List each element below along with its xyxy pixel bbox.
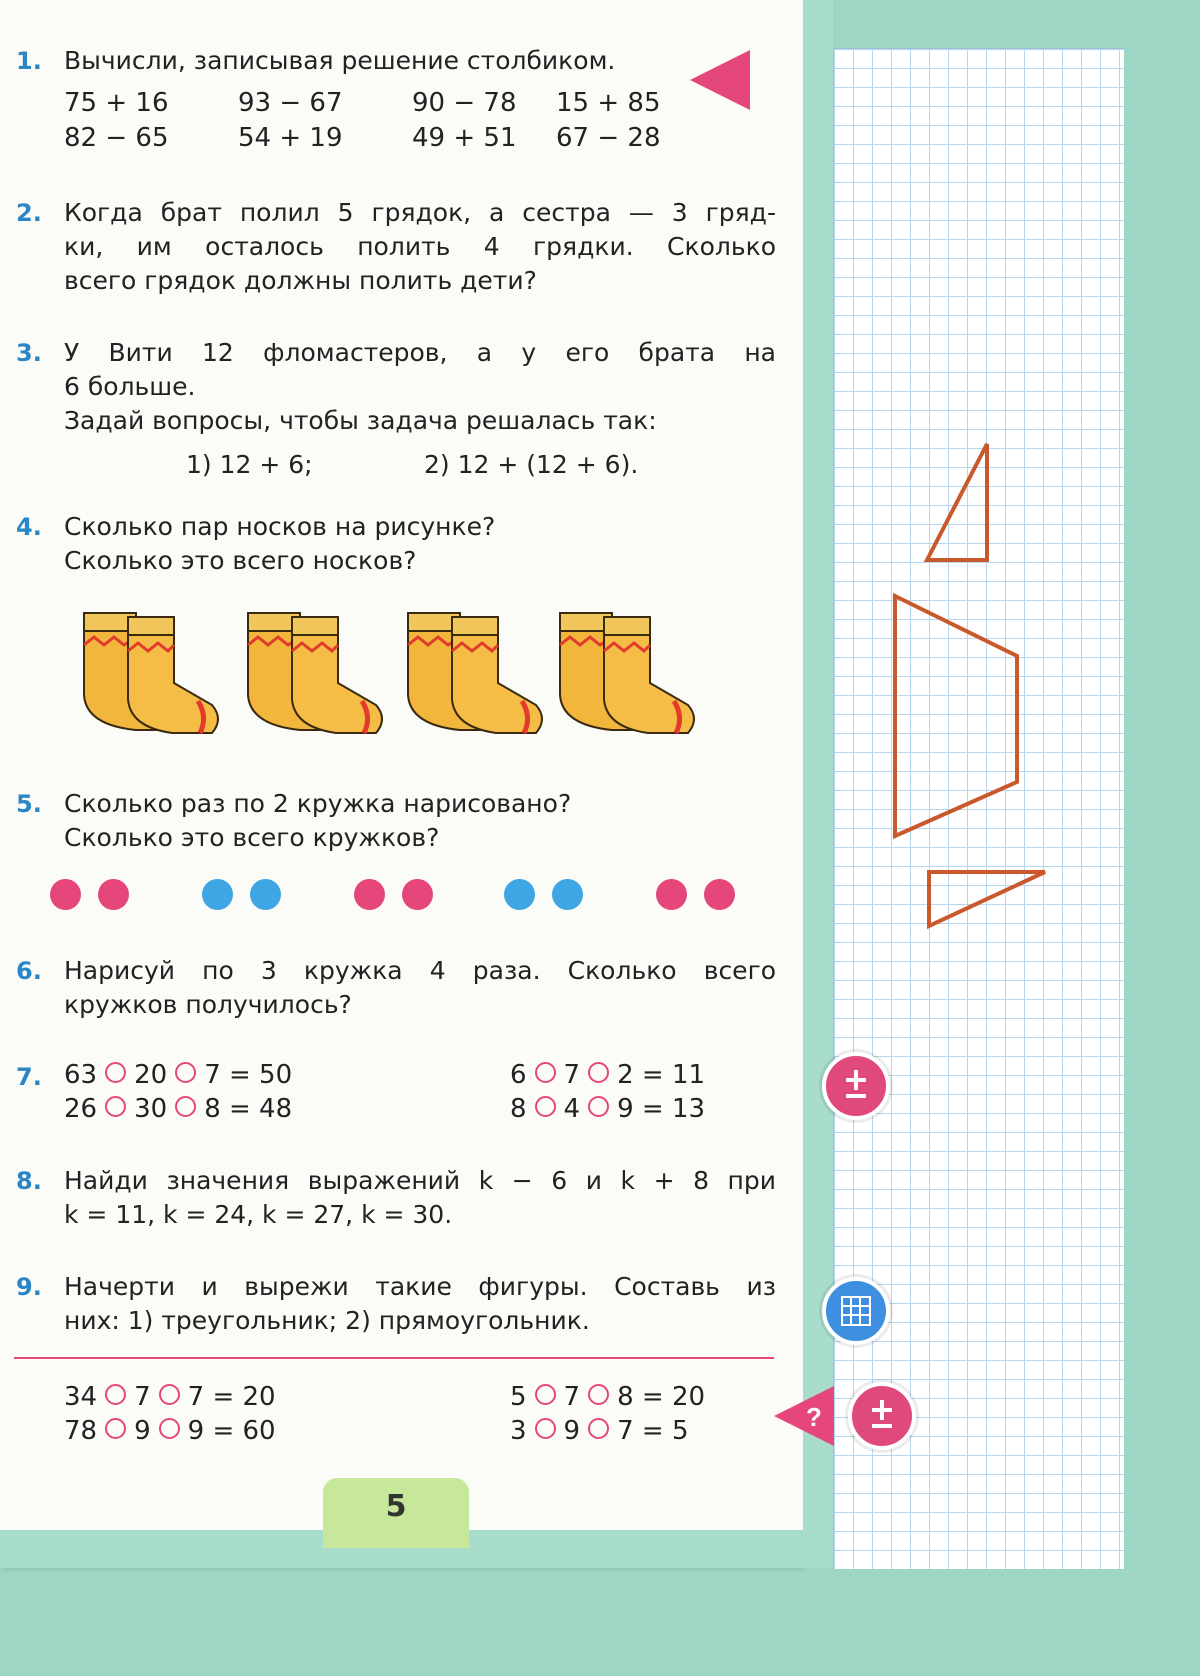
task-text-line: Сколько раз по 2 кружка нарисовано? xyxy=(64,789,572,818)
task-text-line: всего грядок должны полить дети? xyxy=(64,266,537,295)
task-number: 3. xyxy=(16,339,42,367)
task-number: 7. xyxy=(16,1063,42,1091)
task-number: 2. xyxy=(16,199,42,227)
expression: 90 − 78 xyxy=(412,88,517,118)
circle-dot xyxy=(402,879,433,910)
circle-dot xyxy=(704,879,735,910)
option: 1) 12 + 6; xyxy=(186,450,313,479)
task-2 xyxy=(16,196,776,306)
plus-minus-badge xyxy=(848,1382,916,1450)
equation-row xyxy=(64,1416,276,1446)
equation-row xyxy=(64,1382,276,1412)
sign-circle xyxy=(535,1096,556,1117)
operand: 78 xyxy=(64,1416,98,1446)
operand: 30 xyxy=(134,1094,168,1124)
task-text-line: Сколько это всего носков? xyxy=(64,546,417,575)
operand: 5 xyxy=(510,1382,527,1412)
option: 2) 12 + (12 + 6). xyxy=(424,450,639,479)
page-number: 5 xyxy=(385,1489,407,1524)
question-triangle-icon xyxy=(772,1384,836,1448)
expression: 67 − 28 xyxy=(556,123,661,153)
operand: 7 = 50 xyxy=(204,1060,293,1090)
operand: 26 xyxy=(64,1094,98,1124)
cutout-shapes xyxy=(833,420,1073,960)
sock-pair-icon xyxy=(240,605,390,740)
svg-text:?: ? xyxy=(806,1402,822,1432)
sign-circle xyxy=(159,1418,180,1439)
operand: 6 xyxy=(510,1060,527,1090)
equation-row xyxy=(64,1060,292,1090)
grid-icon xyxy=(826,1281,886,1341)
circle-dot xyxy=(50,879,81,910)
operand: 7 = 5 xyxy=(617,1416,689,1446)
expression: 82 − 65 xyxy=(64,123,169,153)
sign-circle xyxy=(105,1384,126,1405)
task-text-line: Начерти и вырежи такие фигуры. Составь из xyxy=(64,1272,776,1301)
operand: 9 xyxy=(134,1416,151,1446)
sock-pair-icon xyxy=(76,605,226,740)
task-text-line: Когда брат полил 5 грядок, а сестра — 3 гряд- xyxy=(64,198,776,227)
operand: 8 xyxy=(510,1094,527,1124)
sign-circle xyxy=(535,1384,556,1405)
operand: 4 xyxy=(563,1094,581,1124)
sign-circle xyxy=(175,1062,196,1083)
sign-circle xyxy=(159,1384,180,1405)
task-number: 1. xyxy=(16,47,42,75)
plus-minus-icon xyxy=(852,1386,912,1446)
expression: 75 + 16 xyxy=(64,88,169,118)
circle-dot xyxy=(250,879,281,910)
task-3 xyxy=(16,336,776,486)
page-number-tab xyxy=(323,1478,469,1548)
task-text: Вычисли, записывая решение столбиком. xyxy=(64,46,616,75)
expression: 15 + 85 xyxy=(556,88,661,118)
sock-pair-icon xyxy=(400,605,550,740)
operand: 63 xyxy=(64,1060,98,1090)
task-text-line: Задай вопросы, чтобы задача решалась так: xyxy=(64,406,657,435)
task-4 xyxy=(16,510,776,582)
sock-pair xyxy=(240,605,390,740)
equation-row xyxy=(64,1094,292,1124)
operand: 8 = 48 xyxy=(204,1094,293,1124)
sign-circle xyxy=(588,1062,609,1083)
expression: 49 + 51 xyxy=(412,123,517,153)
operand: 3 xyxy=(510,1416,527,1446)
task-text-line: кружков получилось? xyxy=(64,990,352,1019)
task-text-line: Найди значения выражений k − 6 и k + 8 при xyxy=(64,1166,776,1195)
circle-dot xyxy=(354,879,385,910)
sock-pair xyxy=(400,605,550,740)
operand: 8 = 20 xyxy=(617,1382,706,1412)
expression: 93 − 67 xyxy=(238,88,343,118)
circle-dot xyxy=(98,879,129,910)
sign-circle xyxy=(105,1062,126,1083)
operand: 2 = 11 xyxy=(617,1060,706,1090)
operand: 9 = 13 xyxy=(617,1094,706,1124)
sign-circle xyxy=(535,1418,556,1439)
right-triangle-shape xyxy=(929,872,1045,926)
task-5 xyxy=(16,787,776,859)
task-number: 5. xyxy=(16,790,42,818)
task-8 xyxy=(16,1164,776,1236)
expression: 54 + 19 xyxy=(238,123,343,153)
circle-dot xyxy=(552,879,583,910)
equation-row xyxy=(510,1382,705,1412)
sock-pair xyxy=(552,605,702,740)
sign-circle xyxy=(588,1096,609,1117)
sign-circle xyxy=(105,1418,126,1439)
operand: 7 xyxy=(563,1060,581,1090)
task-text-line: Сколько это всего кружков? xyxy=(64,823,440,852)
operand: 7 xyxy=(563,1382,581,1412)
trapezoid-shape xyxy=(895,596,1017,836)
task-text-line: 6 больше. xyxy=(64,372,196,401)
task-9 xyxy=(16,1270,776,1342)
triangle-shape xyxy=(927,444,987,560)
equation-row xyxy=(510,1060,705,1090)
operand: 20 xyxy=(134,1060,168,1090)
task-6 xyxy=(16,954,776,1026)
task-text-line: ки, им осталось полить 4 грядки. Сколько xyxy=(64,232,776,261)
plus-minus-badge xyxy=(822,1052,890,1120)
section-divider xyxy=(14,1357,774,1359)
equation-row xyxy=(510,1416,689,1446)
sock-pair-icon xyxy=(552,605,702,740)
task-number: 6. xyxy=(16,957,42,985)
sock-pair xyxy=(76,605,226,740)
task-number: 4. xyxy=(16,513,42,541)
operand: 7 = 20 xyxy=(187,1382,276,1412)
task-text-line: Нарисуй по 3 кружка 4 раза. Сколько всего xyxy=(64,956,776,985)
sign-circle xyxy=(588,1418,609,1439)
sign-circle xyxy=(588,1384,609,1405)
task-number: 8. xyxy=(16,1167,42,1195)
operand: 7 xyxy=(134,1382,151,1412)
task-text-line: k = 11, k = 24, k = 27, k = 30. xyxy=(64,1200,453,1229)
circle-dot xyxy=(504,879,535,910)
task-text-line: У Вити 12 фломастеров, а у его брата на xyxy=(64,338,776,367)
operand: 9 = 60 xyxy=(187,1416,276,1446)
task-text-line: Сколько пар носков на рисунке? xyxy=(64,512,496,541)
task-number: 9. xyxy=(16,1273,42,1301)
sign-circle xyxy=(175,1096,196,1117)
operand: 34 xyxy=(64,1382,98,1412)
circle-dot xyxy=(202,879,233,910)
plus-minus-icon xyxy=(826,1056,886,1116)
circle-dot xyxy=(656,879,687,910)
task-text-line: них: 1) треугольник; 2) прямоугольник. xyxy=(64,1306,590,1335)
sign-circle xyxy=(535,1062,556,1083)
equation-row xyxy=(510,1094,705,1124)
grid-badge xyxy=(822,1277,890,1345)
sign-circle xyxy=(105,1096,126,1117)
operand: 9 xyxy=(563,1416,581,1446)
